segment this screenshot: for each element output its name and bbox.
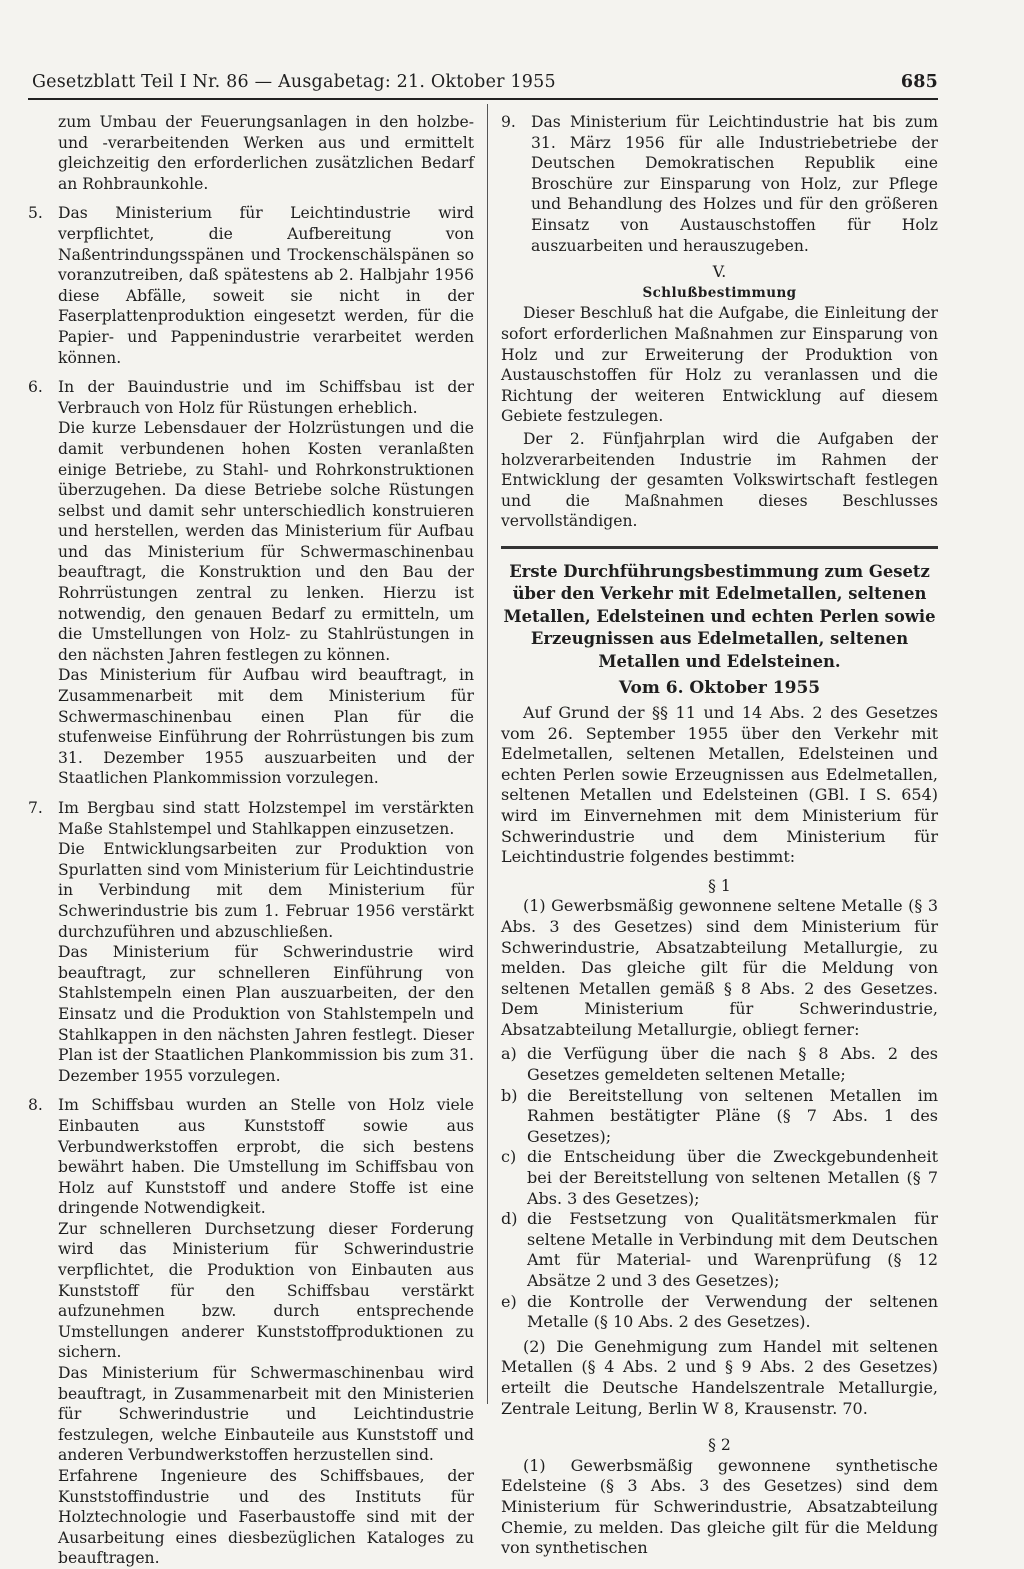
item-paragraph: Im Schiffsbau wurden an Stelle von Holz viele Einbauten aus Kunststoff sowie aus Verbundwerkstoffen erprobt, die sich bestens bewährt haben. Die Umstellung im Schiffsbau von Holz auf Kunststoff und andere Stoffe ist eine dringende Notwendigkeit. bbox=[58, 1096, 474, 1218]
item-8 bbox=[28, 1095, 474, 1569]
item-paragraph: Die Entwicklungsarbeiten zur Produktion von Spurlatten sind vom Ministerium für Leichtindustrie in Verbindung mit dem Ministerium für Schwerindustrie bis zum 1. Februar 1956 verstärkt durchzuführen und abzuschließen. bbox=[58, 840, 474, 941]
item-number: 8. bbox=[28, 1096, 43, 1115]
list-label: d) bbox=[501, 1209, 518, 1229]
paragraph-1-text: (1) Gewerbsmäßig gewonnene seltene Metalle (§ 3 Abs. 3 des Gesetzes) sind dem Ministerium für Schwerindustrie, Absatzabteilung Metallurgie, zu melden. Das gleiche gilt für die Meldung von seltenen Metallen gemäß § 8 Abs. 2 des Gesetzes. Dem Ministerium für Schwerindustrie, Absatzabteilung Metallurgie, obliegt ferner: bbox=[501, 896, 938, 1039]
item-paragraph: Im Bergbau sind statt Holzstempel im verstärkten Maße Stahlstempel und Stahlkappen einzusetzen. bbox=[58, 799, 474, 838]
section-numeral: V. bbox=[712, 263, 727, 282]
item-paragraph: Das Ministerium für Leichtindustrie hat bis zum 31. März 1956 für alle Industriebetriebe der Deutschen Demokratischen Republik eine Broschüre zur Einsparung von Holz, zur Pflege und Behandlung des Holzes und für den größeren Einsatz von Austauschstoffen für Holz auszuarbeiten und herauszugeben. bbox=[531, 113, 938, 255]
item-paragraph: Die kurze Lebensdauer der Holzrüstungen und die damit verbundenen hohen Kosten veranlaßten einige Betriebe, zu Stahl- und Rohrkonstruktionen überzugehen. Da diese Betriebe solche Rüstungen selbst und damit sehr unterschiedlich konstruieren und herstellen, werden das Ministerium für Aufbau und das Ministerium für Schwermaschinenbau beauftragt, die Konstruktion und den Bau der Rohrrüstungen zentral zu lenken. Hierzu ist notwendig, den genauen Bedarf zu ermitteln, um die Umstellungen von Holz- zu Stahlrüstungen in den nächsten Jahren festlegen zu können. bbox=[58, 419, 474, 664]
item-paragraph: Das Ministerium für Leichtindustrie wird verpflichtet, die Aufbereitung von Naßentrindungsspänen und Trockenschälspänen so voranzutreiben, daß spätestens ab 2. Halbjahr 1956 diese Abfälle, soweit sie nicht in der Faserplattenproduktion eingesetzt werden, für die Papier- und Pappenindustrie verarbeitet werden können. bbox=[58, 204, 474, 367]
item-number: 5. bbox=[28, 204, 43, 223]
list-label: c) bbox=[501, 1147, 517, 1167]
item-paragraph: Das Ministerium für Schwermaschinenbau wird beauftragt, in Zusammenarbeit mit den Ministerien für Schwerindustrie und Leichtindustrie festzulegen, welche Einbauteile aus Kunststoff und anderen Verbundwerkstoffen herzustellen sind. bbox=[58, 1364, 474, 1465]
list-item bbox=[501, 1209, 938, 1291]
list-item bbox=[501, 1292, 938, 1333]
paragraph-1-label: § 1 bbox=[708, 876, 731, 895]
section-heading: Schlußbestimmung bbox=[642, 284, 797, 301]
left-column bbox=[28, 112, 474, 1569]
list-label: b) bbox=[501, 1085, 518, 1105]
item-paragraph: Das Ministerium für Aufbau wird beauftragt, in Zusammenarbeit mit dem Ministerium für Schwermaschinenbau einen Plan für die stufenweise Einführung der Rohrrüstungen bis zum 31. Dezember 1955 auszuarbeiten und der Staatlichen Plankommission vorzulegen. bbox=[58, 666, 474, 788]
list-label: a) bbox=[501, 1044, 517, 1064]
list-item bbox=[501, 1086, 938, 1148]
item-6 bbox=[28, 377, 474, 789]
list-text: die Kontrolle der Verwendung der seltenen Metalle (§ 10 Abs. 2 des Gesetzes). bbox=[527, 1291, 938, 1332]
header-title: Gesetzblatt Teil I Nr. 86 — Ausgabetag: 21. Oktober 1955 bbox=[32, 72, 556, 92]
closing-paragraph: Dieser Beschluß hat die Aufgabe, die Einleitung der sofort erforderlichen Maßnahmen zur Einsparung von Holz und zur Erweiterung der Produktion von Austauschstoffen für Holz zu veranlassen und die Richtung der weiteren Entwicklung auf diesem Gebiete festzulegen. bbox=[501, 304, 938, 426]
item-paragraph: Erfahrene Ingenieure des Schiffsbaues, der Kunststoffindustrie und des Instituts für Holztechnologie und Faserbaustoffe sind mit der Ausarbeitung eines diesbezüglichen Kataloges zu beauftragen. bbox=[58, 1467, 474, 1568]
section-rule bbox=[501, 546, 938, 549]
closing-paragraph: Der 2. Fünfjahrplan wird die Aufgaben der holzverarbeitenden Industrie im Rahmen der Entwicklung der gesamten Volkswirtschaft festlegen und die Maßnahmen dieses Beschlusses vervollständigen. bbox=[501, 429, 938, 531]
paragraph-2-label: § 2 bbox=[708, 1436, 731, 1455]
header-rule bbox=[28, 98, 938, 100]
item-number: 6. bbox=[28, 378, 43, 397]
column-separator bbox=[487, 104, 488, 1404]
item-5 bbox=[28, 203, 474, 368]
list-item bbox=[501, 1147, 938, 1209]
item-number: 9. bbox=[501, 113, 516, 131]
list-text: die Verfügung über die nach § 8 Abs. 2 des Gesetzes gemeldeten seltenen Metalle; bbox=[527, 1044, 938, 1085]
decree-title: Erste Durchführungsbestimmung zum Gesetz über den Verkehr mit Edelmetallen, seltenen Metallen, Edelsteinen und echten Perlen sowie Erzeugnissen aus Edelmetallen, seltenen Metallen und Edelsteinen. bbox=[503, 561, 936, 671]
duties-list bbox=[501, 1044, 938, 1332]
item-paragraph: Das Ministerium für Schwerindustrie wird beauftragt, zur schnelleren Einführung von Stahlstempeln einen Plan auszuarbeiten, der den Einsatz und die Produktion von Stahlstempeln und Stahlkappen in den nächsten Jahren festlegt. Dieser Plan ist der Staatlichen Plankommission bis zum 31. Dezember 1955 vorzulegen. bbox=[58, 943, 474, 1085]
decree-preamble: Auf Grund der §§ 11 und 14 Abs. 2 des Gesetzes vom 26. September 1955 über den Verkehr mit Edelmetallen, seltenen Metallen, Edelsteinen und echten Perlen sowie Erzeugnissen aus Edelmetallen, seltenen Metallen und Edelsteinen (GBl. I S. 654) wird im Einvernehmen mit dem Ministerium für Schwerindustrie und dem Ministerium für Leichtindustrie folgendes bestimmt: bbox=[501, 702, 938, 867]
list-label: e) bbox=[501, 1291, 517, 1311]
item-9 bbox=[501, 112, 938, 256]
list-item bbox=[501, 1044, 938, 1085]
decree-date: Vom 6. Oktober 1955 bbox=[618, 678, 821, 699]
item-paragraph: In der Bauindustrie und im Schiffsbau ist der Verbrauch von Holz für Rüstungen erheblich. bbox=[58, 378, 474, 417]
intro-paragraph: zum Umbau der Feuerungsanlagen in den holzbe- und -verarbeitenden Werken aus und ermittelt gleichzeitig den erforderlichen zusätzlichen Bedarf an Rohbraunkohle. bbox=[58, 113, 474, 193]
item-number: 7. bbox=[28, 799, 43, 817]
page-number: 685 bbox=[900, 72, 938, 92]
page-header bbox=[28, 72, 938, 98]
item-7 bbox=[28, 798, 474, 1086]
list-text: die Festsetzung von Qualitätsmerkmalen für seltene Metalle in Verbindung mit dem Deutschen Amt für Material- und Warenprüfung (§ 12 Absätze 2 und 3 des Gesetzes); bbox=[527, 1209, 938, 1290]
list-text: die Bereitstellung von seltenen Metallen im Rahmen bestätigter Pläne (§ 7 Abs. 1 des Gesetzes); bbox=[527, 1085, 938, 1146]
right-column bbox=[501, 112, 938, 1559]
paragraph-1-clause-2: (2) Die Genehmigung zum Handel mit seltenen Metallen (§ 4 Abs. 2 und § 9 Abs. 2 des Gesetzes) erteilt die Deutsche Handelszentrale Metallurgie, Zentrale Leitung, Berlin W 8, Krausenstr. 70. bbox=[501, 1336, 938, 1418]
paragraph-2-text: (1) Gewerbsmäßig gewonnene synthetische Edelsteine (§ 3 Abs. 3 des Gesetzes) sind dem Ministerium für Schwerindustrie, Absatzabteilung Chemie, zu melden. Das gleiche gilt für die Meldung von synthetischen bbox=[501, 1455, 938, 1558]
list-text: die Entscheidung über die Zweckgebundenheit bei der Bereitstellung von seltenen Metallen (§ 7 Abs. 3 des Gesetzes); bbox=[527, 1147, 938, 1208]
item-paragraph: Zur schnelleren Durchsetzung dieser Forderung wird das Ministerium für Schwerindustrie verpflichtet, die Produktion von Einbauten aus Kunststoff für den Schiffsbau verstärkt aufzunehmen bzw. durch entsprechende Umstellungen anderer Kunststoffproduktionen zu sichern. bbox=[58, 1219, 474, 1362]
